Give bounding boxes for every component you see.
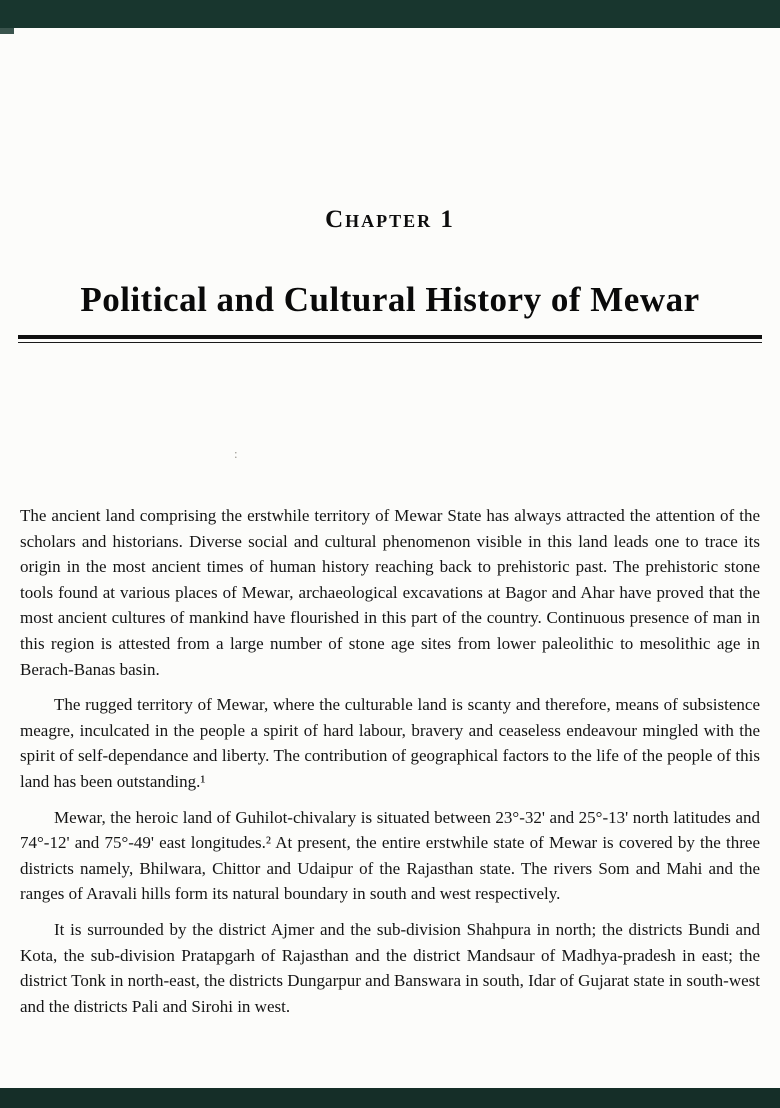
scan-artifact: :	[234, 446, 239, 461]
paragraph: It is surrounded by the district Ajmer and the sub-division Shahpura in north; the districts Bundi and Kota, the sub-division Pratapgarh of Rajasthan and the district Mandsaur of Madhya-pradesh in east; the district Tonk in north-east, the districts Dungarpur and Banswara in south, Idar of Gujarat state in south-west and the districts Pali and Sirohi in west.	[20, 919, 760, 1016]
body-text	[20, 503, 760, 1019]
scan-edge-bottom	[0, 1088, 780, 1108]
paragraph: The ancient land comprising the erstwhile territory of Mewar State has always attracted the attention of the scholars and historians. Diverse social and cultural phenomenon visible in this land leads one to trace its origin in the most ancient times of human history reaching back to prehistoric past. The prehistoric stone tools found at various places of Mewar, archaeological excavations at Bagor and Ahar have proved that the most ancient cultures of mankind have flourished in this part of the country. Continuous presence of man in this region is attested from a large number of stone age sites from lower paleolithic to mesolithic age in Berach-Banas basin.	[20, 506, 760, 679]
page-title: Political and Cultural History of Mewar	[80, 280, 700, 319]
paragraph: The rugged territory of Mewar, where the culturable land is scanty and therefore, means of subsistence meagre, inculcated in the people a spirit of hard labour, bravery and ceaseless endeavour mingled with the spirit of self-dependance and liberty. The contribution of geographical factors to the life of the people of this land has been outstanding.¹	[20, 695, 760, 791]
scan-edge-top	[0, 0, 780, 28]
title-rule	[18, 335, 762, 343]
chapter-label: Chapter 1	[325, 206, 455, 233]
paragraph: Mewar, the heroic land of Guhilot-chivalary is situated between 23°-32' and 25°-13' north latitudes and 74°-12' and 75°-49' east longitudes.² At present, the entire erstwhile state of Mewar is covered by the three districts namely, Bhilwara, Chittor and Udaipur of the Rajasthan state. The rivers Som and Mahi and the ranges of Aravali hills form its natural boundary in south and west respectively.	[20, 807, 760, 904]
